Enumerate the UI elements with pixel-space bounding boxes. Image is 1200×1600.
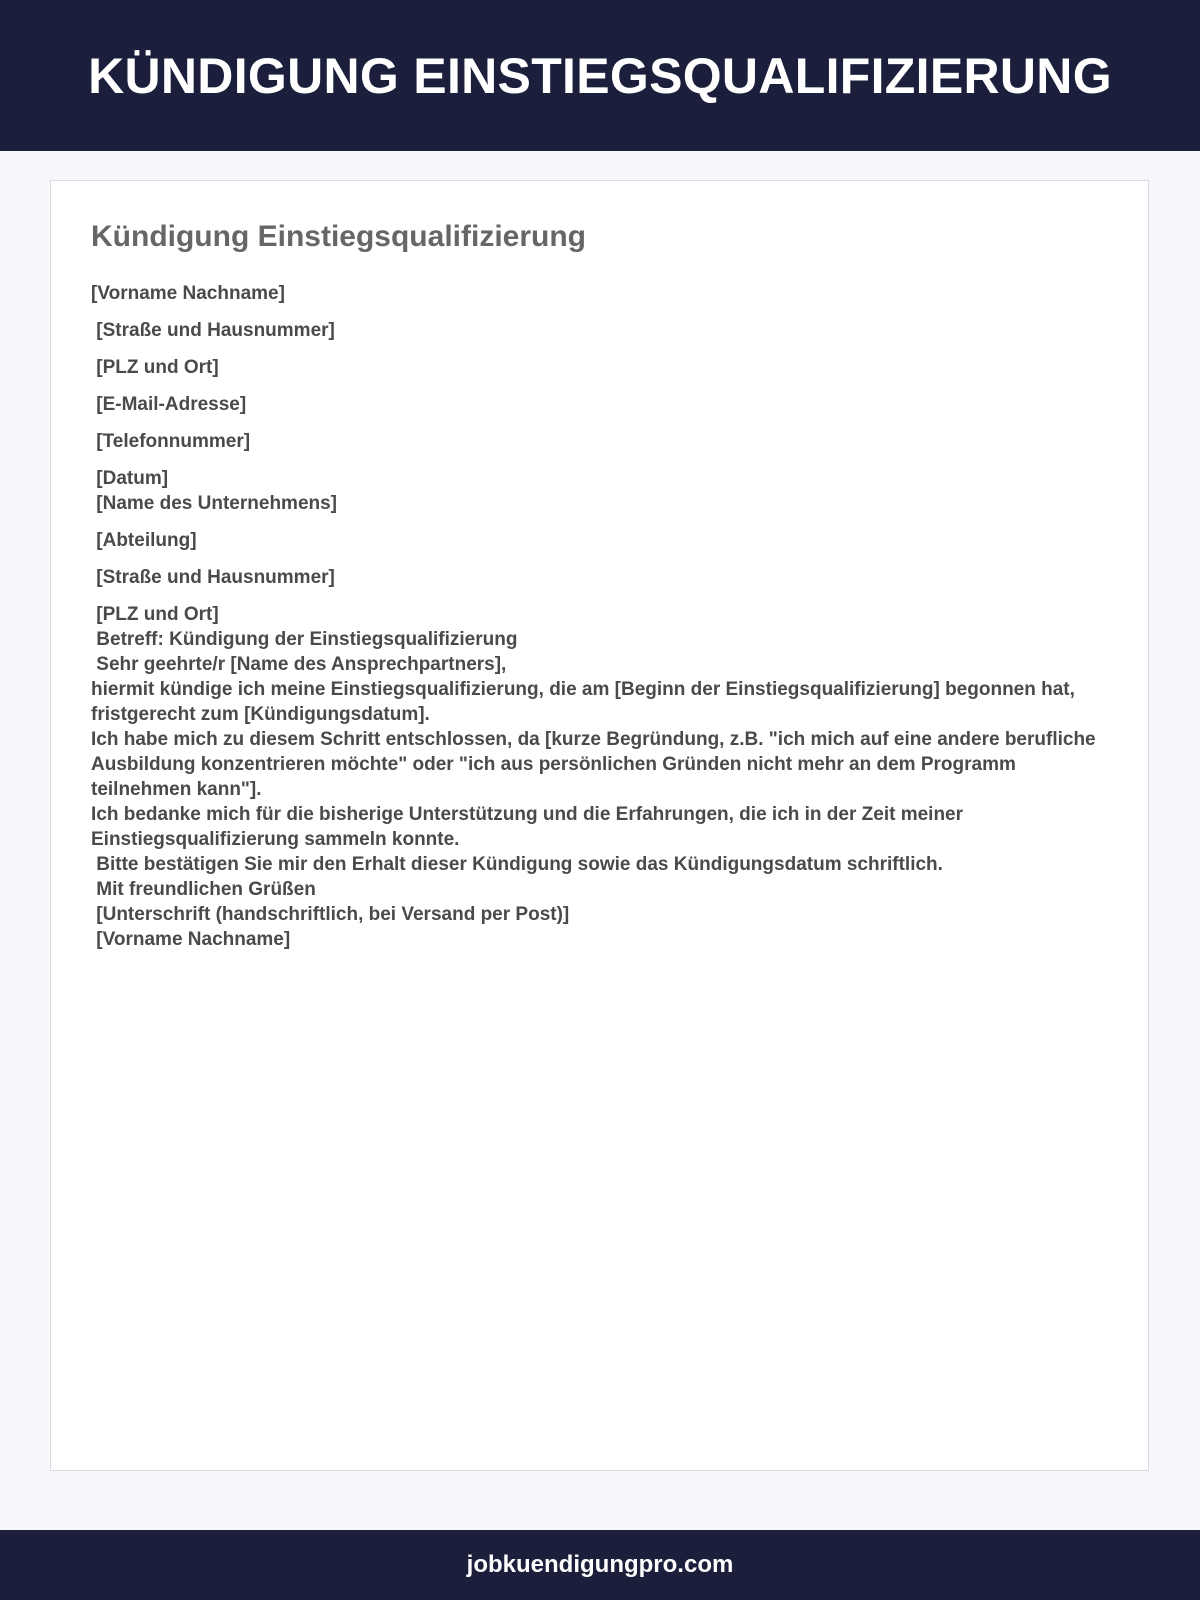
- recipient-street: [Straße und Hausnummer]: [91, 567, 335, 588]
- body-paragraph: Ich habe mich zu diesem Schritt entschlossen, da [kurze Begründung, z.B. "ich mich auf eine andere berufliche Ausbildung konzentrieren möchte" oder "ich aus persönlichen Gründen nicht mehr an dem Programm teilnehmen kann"].: [91, 729, 1101, 800]
- body-paragraph: Ich bedanke mich für die bisherige Unterstützung und die Erfahrungen, die ich in der Zeit meiner Einstiegsqualifizierung sammeln konnte.: [91, 804, 969, 850]
- sender-city: [PLZ und Ort]: [91, 357, 219, 378]
- recipient-city: [PLZ und Ort]: [91, 604, 219, 625]
- page-header: [0, 0, 1200, 151]
- sender-name: [Vorname Nachname]: [91, 283, 285, 304]
- closing: Mit freundlichen Grüßen: [91, 879, 316, 900]
- recipient-department: [Abteilung]: [91, 530, 197, 551]
- footer-site-link[interactable]: jobkuendigungpro.com: [466, 1551, 734, 1578]
- sender-phone: [Telefonnummer]: [91, 431, 251, 452]
- sender-street: [Straße und Hausnummer]: [91, 320, 335, 341]
- salutation: Sehr geehrte/r [Name des Ansprechpartners],: [91, 654, 507, 675]
- signer-name: [Vorname Nachname]: [91, 929, 291, 950]
- document-title: Kündigung Einstiegsqualifizierung: [91, 220, 586, 253]
- signature-placeholder: [Unterschrift (handschriftlich, bei Versand per Post)]: [91, 904, 570, 925]
- recipient-company: [Name des Unternehmens]: [91, 493, 338, 514]
- letter-date: [Datum]: [91, 468, 169, 489]
- letter-body: [91, 281, 1101, 952]
- page-footer: [0, 1530, 1200, 1600]
- sender-email: [E-Mail-Adresse]: [91, 394, 247, 415]
- banner-title: KÜNDIGUNG EINSTIEGSQUALIFIZIERUNG: [88, 47, 1112, 104]
- letter-card: [50, 180, 1149, 1471]
- body-paragraph: hiermit kündige ich meine Einstiegsqualifizierung, die am [Beginn der Einstiegsqualifizierung] begonnen hat, fristgerecht zum [Kündigungsdatum].: [91, 679, 1081, 725]
- confirmation-request: Bitte bestätigen Sie mir den Erhalt dieser Kündigung sowie das Kündigungsdatum schriftlich.: [91, 854, 943, 875]
- subject-line: Betreff: Kündigung der Einstiegsqualifizierung: [91, 629, 518, 650]
